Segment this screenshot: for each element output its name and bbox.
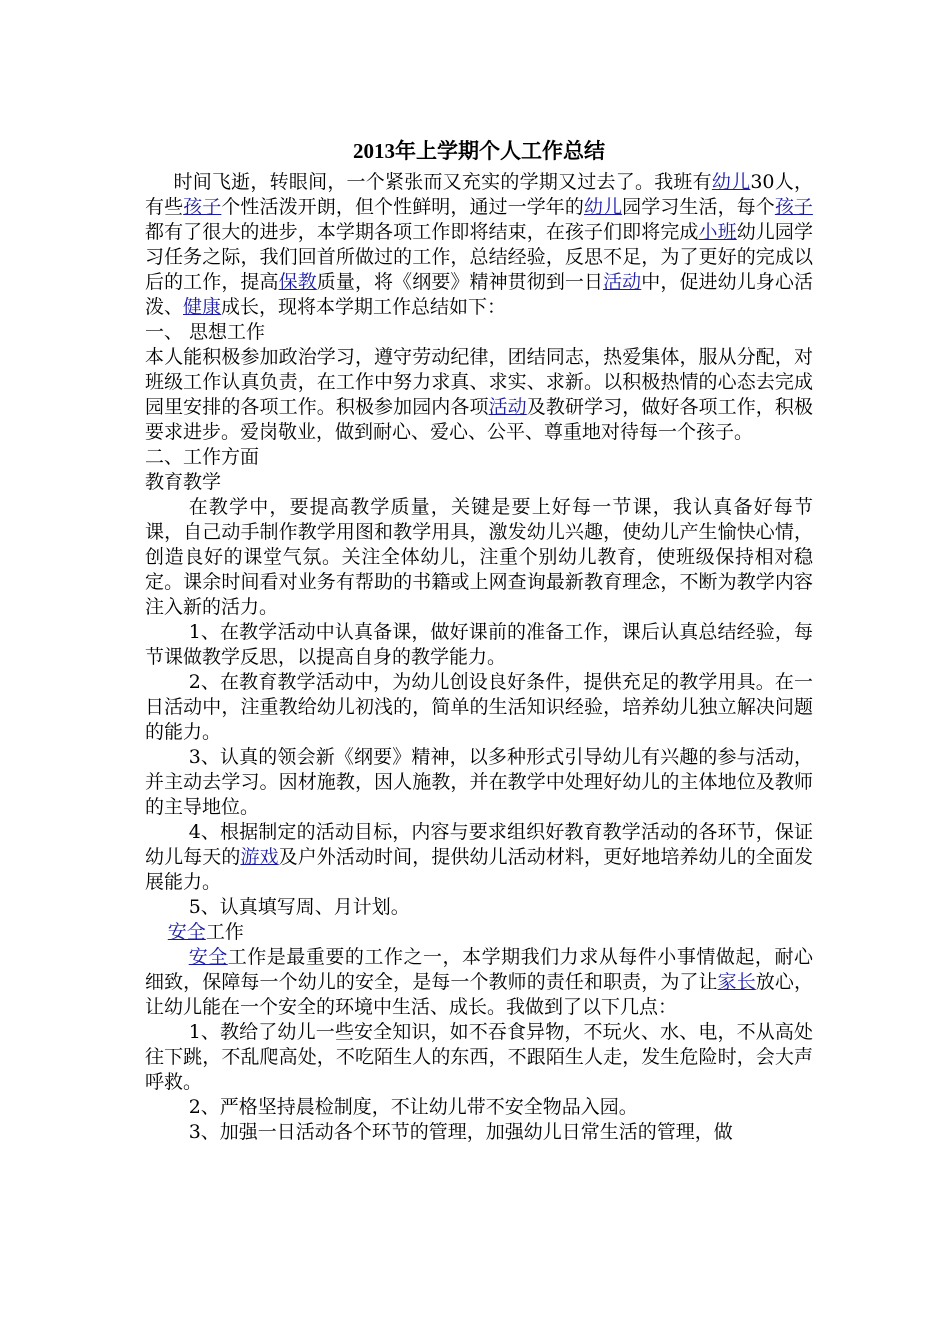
paragraph-text: 本人能积极参加政治学习，遵守劳动纪律，团结同志，热爱集体，服从分配，对班级工作认真负责，在工作中努力求真、求实、求新。以积极热情的心态去完成园里安排的各项工作。积极参加园内各项 (145, 346, 813, 418)
paragraph-text: 都有了很大的进步，本学期各项工作即将结束，在孩子们即将完成 (145, 221, 699, 243)
paragraph-text: 在教学中，要提高教学质量，关键是要上好每一节课，我认真备好每节课，自己动手制作教学用图和教学用具，激发幼儿兴趣，使幼儿产生愉快心情，创造良好的课堂气氛。关注全体幼儿，注重个别幼儿教育，使班级保持相对稳定。课余时间看对业务有帮助的书籍或上网查询最新教育理念，不断为教学内容注入新的活力。 (145, 496, 813, 618)
document-body (145, 170, 813, 1145)
paragraph-text: 放心，让幼儿能在一个安全的环境中生活、成长。我做到了以下几点： (145, 971, 813, 1018)
paragraph-text: 30人，有些 (145, 171, 813, 218)
paragraph (145, 495, 813, 620)
paragraph (145, 1095, 813, 1120)
inline-link[interactable]: 游戏 (240, 846, 279, 868)
inline-link[interactable]: 安全 (188, 946, 228, 968)
paragraph (145, 745, 813, 820)
inline-link[interactable]: 保教 (278, 271, 317, 293)
paragraph-text: 教育教学 (145, 471, 222, 493)
inline-link[interactable]: 孩子 (183, 196, 222, 218)
inline-link[interactable]: 活动 (488, 396, 527, 418)
paragraph-text: 幼儿园学习任务之际，我们回首所做过的工作，总结经验，反思不足，为了更好的完成以后的工作，提高 (145, 221, 813, 293)
paragraph-text: 成长，现将本学期工作总结如下： (221, 296, 507, 318)
inline-link[interactable]: 家长 (717, 971, 756, 993)
paragraph (145, 895, 813, 920)
paragraph-text: 1、在教学活动中认真备课，做好课前的准备工作，课后认真总结经验，每节课做教学反思，以提高自身的教学能力。 (145, 621, 813, 668)
paragraph (145, 670, 813, 745)
paragraph-text: 时间飞逝，转眼间，一个紧张而又充实的学期又过去了。我班有 (173, 171, 712, 193)
inline-link[interactable]: 幼儿 (711, 171, 751, 193)
inline-link[interactable]: 孩子 (774, 196, 813, 218)
paragraph-text: 二、工作方面 (145, 446, 260, 468)
paragraph (145, 1120, 813, 1145)
paragraph-text: 3、认真的领会新《纲要》精神，以多种形式引导幼儿有兴趣的参与活动，并主动去学习。因材施教，因人施教，并在教学中处理好幼儿的主体地位及教师的主导地位。 (145, 746, 813, 818)
inline-link[interactable]: 小班 (698, 221, 737, 243)
document-title: 2013年上学期个人工作总结 (353, 139, 605, 163)
paragraph-text: 2、在教育教学活动中，为幼儿创设良好条件，提供充足的教学用具。在一日活动中，注重教给幼儿初浅的，简单的生活知识经验，培养幼儿独立解决问题的能力。 (145, 671, 813, 743)
paragraph-text: 工作 (205, 921, 244, 943)
paragraph (145, 820, 813, 895)
paragraph (145, 445, 813, 470)
paragraph-text: 及教研学习，做好各项工作，积极要求进步。爱岗敬业，做到耐心、爱心、公平、尊重地对待每一个孩子。 (145, 396, 813, 443)
paragraph-text: 1、教给了幼儿一些安全知识，如不吞食异物，不玩火、水、电，不从高处往下跳，不乱爬高处，不吃陌生人的东西，不跟陌生人走，发生危险时，会大声呼救。 (145, 1021, 813, 1093)
paragraph-text: 5、认真填写周、月计划。 (188, 896, 410, 918)
paragraph-text: 个性活泼开朗，但个性鲜明，通过一学年的 (221, 196, 584, 218)
paragraph (145, 1020, 813, 1095)
inline-link[interactable]: 安全 (167, 921, 206, 943)
inline-link[interactable]: 幼儿 (583, 196, 623, 218)
paragraph (145, 470, 813, 495)
paragraph (145, 920, 813, 945)
inline-link[interactable]: 健康 (183, 296, 222, 318)
paragraph (145, 345, 813, 445)
paragraph (145, 320, 813, 345)
paragraph-text: 及户外活动时间，提供幼儿活动材料，更好地培养幼儿的全面发展能力。 (145, 846, 813, 893)
document-page (145, 134, 813, 1145)
paragraph (145, 945, 813, 1020)
paragraph-text: 3、加强一日活动各个环节的管理，加强幼儿日常生活的管理，做 (188, 1121, 733, 1143)
paragraph (145, 620, 813, 670)
paragraph-text: 工作是最重要的工作之一，本学期我们力求从每件小事情做起，耐心细致，保障每一个幼儿的安全，是每一个教师的责任和职责，为了让 (145, 946, 813, 993)
paragraph-text: 2、严格坚持晨检制度，不让幼儿带不安全物品入园。 (188, 1096, 638, 1118)
paragraph-text: 园学习生活，每个 (622, 196, 775, 218)
paragraph-text: 4、根据制定的活动目标，内容与要求组织好教育教学活动的各环节，保证幼儿每天的 (145, 821, 813, 868)
paragraph-text: 质量，将《纲要》精神贯彻到一日 (316, 271, 604, 293)
inline-link[interactable]: 活动 (603, 271, 642, 293)
paragraph (145, 170, 813, 320)
paragraph-text: 中，促进幼儿身心活泼、 (145, 271, 813, 318)
paragraph-text: 一、 思想工作 (145, 321, 266, 343)
